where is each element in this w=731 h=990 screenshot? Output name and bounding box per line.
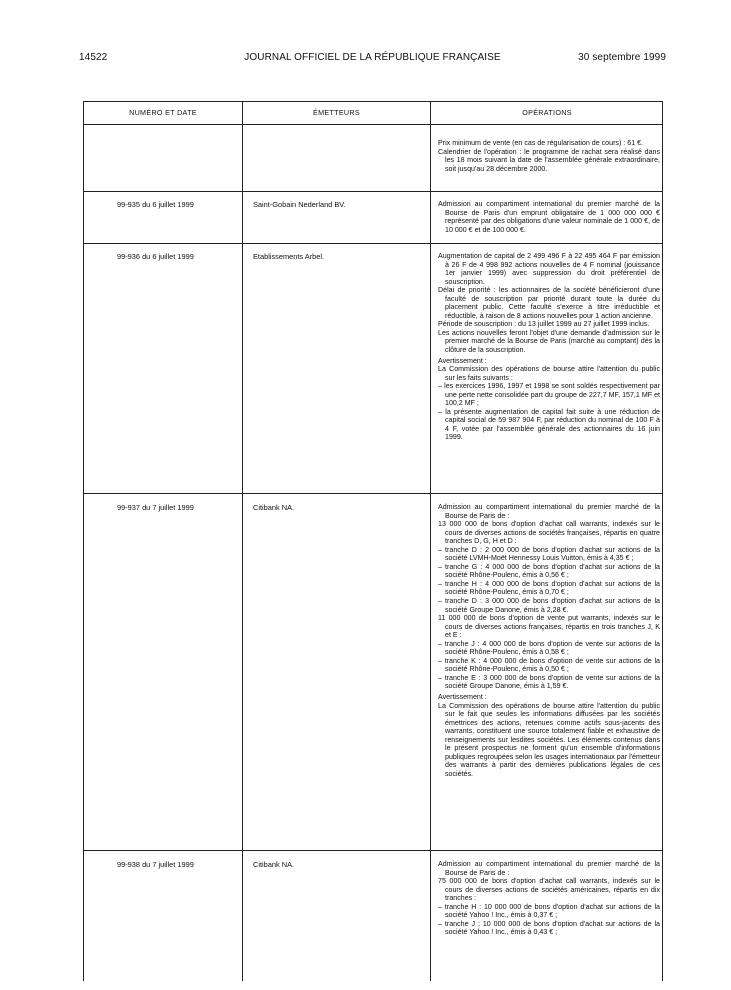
operation-paragraph: Avertissement :	[438, 356, 487, 365]
operation-paragraph: Admission au compartiment international du premier marché de la Bourse de Paris de :	[438, 860, 660, 877]
operation-paragraph: Admission au compartiment international du premier marché de la Bourse de Paris d'un emprunt obligataire de 1 000 000 000 € représenté par des obligations d'une valeur nominale de 1 000 €, de 10 000 € et de 100 000 €.	[438, 200, 660, 234]
table-row-operations	[438, 200, 660, 234]
operation-paragraph: 13 000 000 de bons d'option d'achat call warrants, indexés sur le cours de diverses actions de sociétés françaises, répartis en quatre tranches D, G, H et D :	[438, 520, 660, 546]
operation-paragraph: Avertissement :	[438, 693, 487, 702]
operation-paragraph: – tranche D : 2 000 000 de bons d'option d'achat sur actions de la société LVMH-Moët Hennessy Louis Vuitton, émis à 4,35 € ;	[438, 545, 660, 563]
table-row-operations	[438, 860, 660, 937]
operation-paragraph: – tranche J : 4 000 000 de bons d'option de vente sur actions de la société Rhône-Poulenc, émis à 0,58 € ;	[438, 639, 660, 657]
operation-paragraph: – tranche H : 10 000 000 de bons d'option d'achat sur actions de la société Yahoo ! Inc., émis à 0,37 € ;	[438, 902, 660, 920]
row-divider	[83, 191, 663, 192]
row-divider	[83, 243, 663, 244]
running-header	[79, 52, 666, 66]
header-row-divider	[83, 124, 663, 125]
table-row-emetteur: Etablissements Arbel.	[253, 252, 325, 261]
table-row-emetteur: Citibank NA.	[253, 503, 295, 512]
column-header-operations: OPÉRATIONS	[522, 108, 572, 117]
operation-paragraph: Calendrier de l'opération : le programme de rachat sera réalisé dans les 18 mois suivant la date de l'assemblée générale extraordinaire, soit jusqu'au 28 décembre 2000.	[438, 147, 660, 173]
column-divider	[430, 101, 431, 981]
operation-paragraph: Période de souscription : du 13 juillet 1999 au 27 juillet 1999 inclus.	[438, 320, 650, 329]
journal-title: JOURNAL OFFICIEL DE LA RÉPUBLIQUE FRANÇAISE	[244, 52, 501, 63]
table-row-numero: 99-938 du 7 juillet 1999	[117, 860, 194, 869]
operation-paragraph: 75 000 000 de bons d'option d'achat call warrants, indexés sur le cours de diverses actions de sociétés américaines, répartis en dix tranches :	[438, 877, 660, 903]
operation-paragraph: Admission au compartiment international du premier marché de la Bourse de Paris de :	[438, 503, 660, 520]
operation-paragraph: – la présente augmentation de capital fait suite à une réduction de capital social de 59 987 904 F, par réduction du nominal de 100 F à 4 F, votée par l'assemblée générale des actionnaires du 16 juin 1999.	[438, 407, 660, 442]
operation-paragraph: – tranche E : 3 000 000 de bons d'option de vente sur actions de la société Groupe Danone, émis à 1,59 €.	[438, 673, 660, 691]
operation-paragraph: La Commission des opérations de bourse attire l'attention du public sur les faits suivants :	[438, 365, 660, 382]
table-row-emetteur: Citibank NA.	[253, 860, 295, 869]
table-row-numero: 99-936 du 6 juillet 1999	[117, 252, 194, 261]
operation-paragraph: – les exercices 1996, 1997 et 1998 se sont soldés respectivement par une perte nette consolidée part du groupe de 227,7 MF, 157,1 MF et 100,2 MF ;	[438, 382, 660, 408]
operation-paragraph: Augmentation de capital de 2 499 496 F à 22 495 464 F par émission à 26 F de 4 998 992 actions nouvelles de 4 F nominal (jouissance 1er janvier 1999) avec suppression du droit préférentiel de souscription.	[438, 252, 660, 286]
table-row-operations	[438, 252, 660, 442]
table-row-emetteur: Saint-Gobain Nederland BV.	[253, 200, 346, 209]
operation-paragraph: Délai de priorité : les actionnaires de la société bénéficieront d'une faculté de souscription par priorité durant toute la durée du placement public. Cette faculté s'exerce à titre irréductible et réductible, à raison de 8 actions nouvelles pour 1 action ancienne.	[438, 286, 660, 320]
operation-paragraph: La Commission des opérations de bourse attire l'attention du public sur le fait que seules les informations diffusées par les sociétés émettrices des actions, retenues comme actifs sous-jacents des warrants, constituent une source totalement fiable et exhaustive de renseignements sur lesdites sociétés. Les éléments contenus dans le présent prospectus ne forment qu'un ensemble d'informations publiques regroupées selon les usages internationaux par l'émetteur des warrants à partir des dernières publications légales de ces sociétés.	[438, 701, 660, 778]
operation-paragraph: – tranche J : 10 000 000 de bons d'option d'achat sur actions de la société Yahoo ! Inc., émis à 0,43 € ;	[438, 919, 660, 937]
table-row-numero: 99-935 du 6 juillet 1999	[117, 200, 194, 209]
row-divider	[83, 850, 663, 851]
page-number: 14522	[79, 52, 108, 63]
operation-paragraph: 11 000 000 de bons d'option de vente put warrants, indexés sur le cours de diverses actions françaises, répartis en trois tranches J, K et E :	[438, 614, 660, 640]
column-header-emetteurs: ÉMETTEURS	[312, 108, 361, 117]
column-divider	[242, 101, 243, 981]
operation-paragraph: Prix minimum de vente (en cas de régularisation de cours) : 61 €.	[438, 139, 644, 147]
operation-paragraph: – tranche D : 3 000 000 de bons d'option d'achat sur actions de la société Groupe Danone, émis à 2,28 €.	[438, 597, 660, 614]
operation-paragraph: Les actions nouvelles feront l'objet d'une demande d'admission sur le premier marché de la Bourse de Paris (marché au comptant) dès la clôture de la souscription.	[438, 328, 660, 355]
table-row-numero: 99-937 du 7 juillet 1999	[117, 503, 194, 512]
operation-paragraph: – tranche G : 4 000 000 de bons d'option d'achat sur actions de la société Rhône-Poulenc, émis à 0,56 € ;	[438, 562, 660, 580]
table-row-operations	[438, 139, 660, 173]
issue-date: 30 septembre 1999	[578, 52, 666, 63]
operation-paragraph: – tranche K : 4 000 000 de bons d'option de vente sur actions de la société Rhône-Poulenc, émis à 0,50 € ;	[438, 656, 660, 674]
column-header-numero: NUMÉRO ET DATE	[129, 108, 197, 117]
operation-paragraph: – tranche H : 4 000 000 de bons d'option d'achat sur actions de la société Rhône-Poulenc, émis à 0,70 € ;	[438, 579, 660, 597]
row-divider	[83, 493, 663, 494]
table-row-operations	[438, 503, 660, 779]
